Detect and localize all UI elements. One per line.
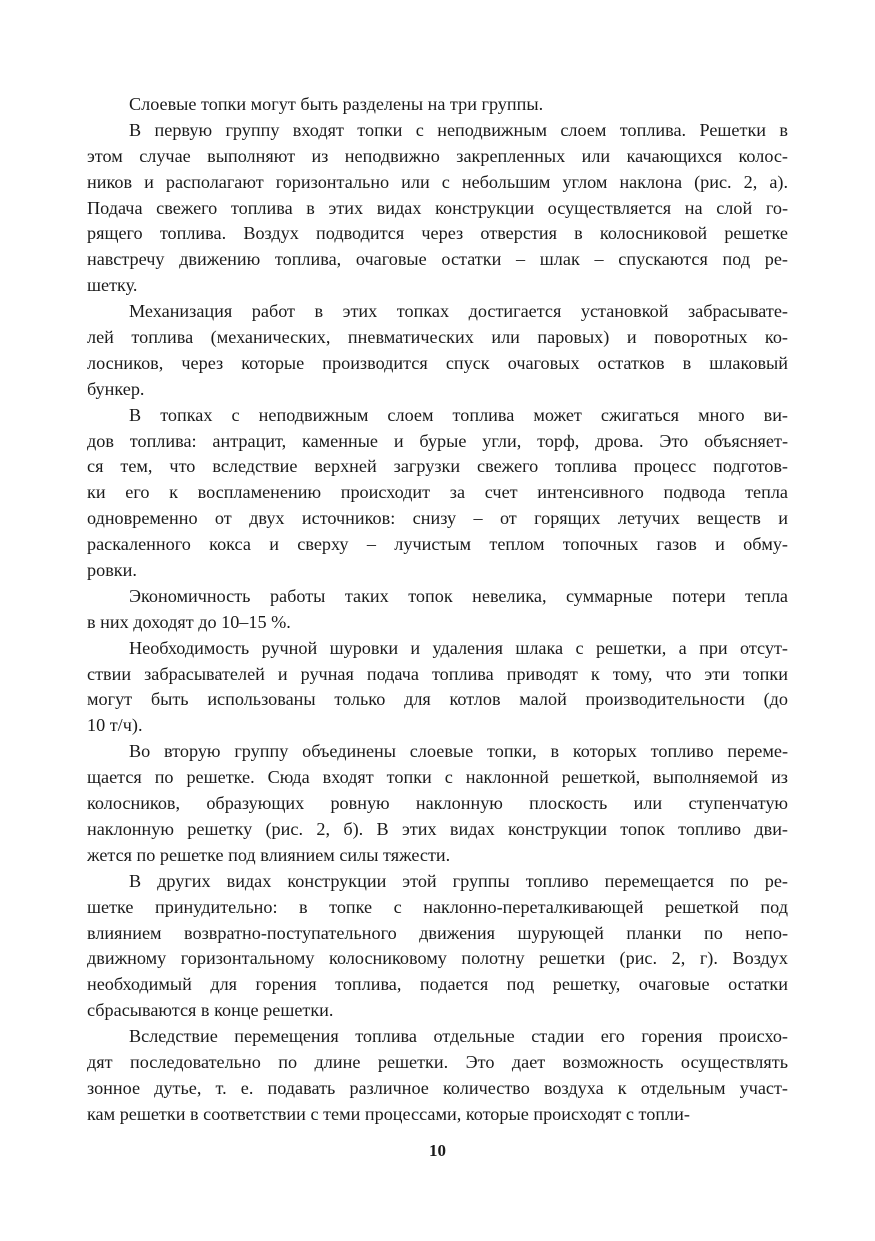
text-line: шетку.: [87, 275, 138, 296]
text-line: ровки.: [87, 560, 137, 581]
text-line: дов топлива: антрацит, каменные и бурые угли, торф, дрова. Это объясняет-: [87, 430, 788, 451]
text-line: бункер.: [87, 378, 145, 399]
page-number: 10: [429, 1141, 446, 1160]
paragraph: [87, 299, 788, 403]
text-line: В первую группу входят топки с неподвижным слоем топлива. Решетки в: [129, 119, 788, 140]
text-line: 10 т/ч).: [87, 715, 143, 736]
text-line: Подача свежего топлива в этих видах конструкции осуществляется на слой го-: [87, 197, 788, 218]
text-line: шетке принудительно: в топке с наклонно-переталкивающей решеткой под: [87, 896, 788, 917]
paragraph: [87, 636, 788, 740]
text-line: В других видах конструкции этой группы топливо перемещается по ре-: [129, 870, 788, 891]
text-line: лей топлива (механических, пневматических или паровых) и поворотных ко-: [87, 327, 788, 348]
paragraph: [87, 403, 788, 584]
text-line: в них доходят до 10–15 %.: [87, 611, 291, 632]
text-line: наклонную решетку (рис. 2, б). В этих видах конструкции топок топливо дви-: [87, 818, 788, 839]
text-line: Вследствие перемещения топлива отдельные стадии его горения происхо-: [129, 1026, 788, 1047]
paragraph: [87, 118, 788, 299]
paragraph: [87, 92, 788, 118]
text-line: лосников, через которые производится спуск очаговых остатков в шлаковый: [87, 352, 788, 373]
text-line: Механизация работ в этих топках достигается установкой забрасывате-: [129, 301, 788, 322]
document-body: [87, 92, 788, 1128]
text-line: рящего топлива. Воздух подводится через отверстия в колосниковой решетке: [87, 223, 788, 244]
paragraph: [87, 739, 788, 868]
paragraph: [87, 1024, 788, 1128]
text-line: ствии забрасывателей и ручная подача топлива приводят к тому, что эти топки: [87, 663, 788, 684]
text-line: ся тем, что вследствие верхней загрузки свежего топлива процесс подготов-: [87, 456, 788, 477]
text-line: этом случае выполняют из неподвижно закрепленных или качающихся колос-: [87, 145, 788, 166]
paragraph: [87, 869, 788, 1024]
text-line: раскаленного кокса и сверху – лучистым теплом топочных газов и обму-: [87, 534, 788, 555]
text-line: ки его к воспламенению происходит за счет интенсивного подвода тепла: [87, 482, 788, 503]
paragraph: [87, 584, 788, 636]
text-line: Слоевые топки могут быть разделены на три группы.: [129, 94, 544, 114]
text-line: сбрасываются в конце решетки.: [87, 1000, 334, 1021]
text-line: одновременно от двух источников: снизу – от горящих летучих веществ и: [87, 508, 788, 529]
text-line: Во вторую группу объединены слоевые топки, в которых топливо переме-: [129, 741, 788, 762]
text-line: В топках с неподвижным слоем топлива может сжигаться много ви-: [129, 404, 788, 425]
text-line: могут быть использованы только для котлов малой производительности (до: [87, 689, 788, 710]
text-line: ников и располагают горизонтально или с небольшим углом наклона (рис. 2, а).: [87, 171, 788, 192]
text-line: навстречу движению топлива, очаговые остатки – шлак – спускаются под ре-: [87, 249, 788, 270]
text-line: колосников, образующих ровную наклонную плоскость или ступенчатую: [87, 793, 788, 814]
text-line: Необходимость ручной шуровки и удаления шлака с решетки, а при отсут-: [129, 637, 788, 658]
text-line: кам решетки в соответствии с теми процессами, которые происходят с топли-: [87, 1103, 690, 1124]
text-line: влиянием возвратно-поступательного движения шурующей планки по непо-: [87, 922, 788, 943]
text-line: необходимый для горения топлива, подается под решетку, очаговые остатки: [87, 974, 788, 995]
text-line: зонное дутье, т. е. подавать различное количество воздуха к отдельным участ-: [87, 1077, 788, 1098]
text-line: жется по решетке под влиянием силы тяжести.: [87, 844, 451, 865]
text-line: Экономичность работы таких топок невелика, суммарные потери тепла: [129, 585, 788, 606]
text-line: щается по решетке. Сюда входят топки с наклонной решеткой, выполняемой из: [87, 767, 788, 788]
text-line: дят последовательно по длине решетки. Это дает возможность осуществлять: [87, 1051, 788, 1072]
text-line: движному горизонтальному колосниковому полотну решетки (рис. 2, г). Воздух: [87, 948, 788, 969]
